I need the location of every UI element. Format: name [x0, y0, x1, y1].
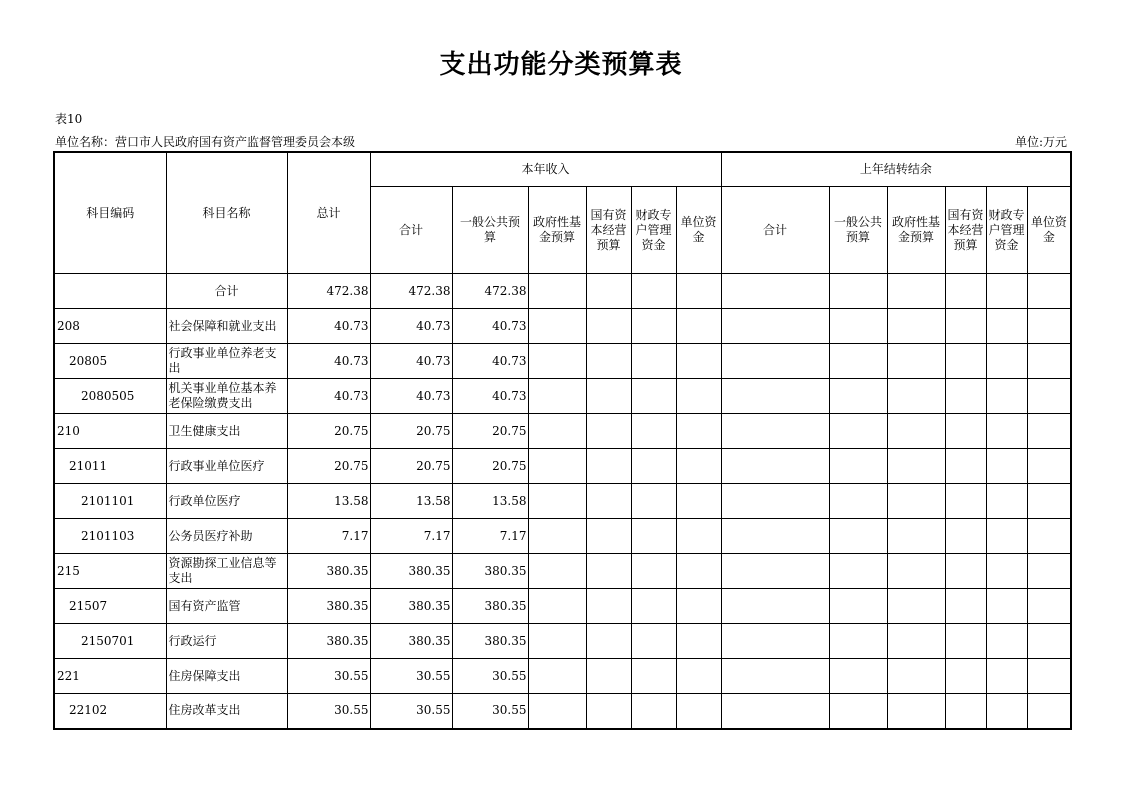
cell-empty [586, 624, 631, 659]
cell-empty [631, 659, 676, 694]
cell-empty [631, 624, 676, 659]
cell-empty [676, 309, 721, 344]
cell-empty [631, 379, 676, 414]
cell-current-general: 30.55 [452, 694, 528, 729]
table-row [54, 624, 1071, 659]
cell-name: 机关事业单位基本养老保险缴费支出 [166, 379, 287, 414]
cell-name: 行政事业单位养老支出 [166, 344, 287, 379]
cell-empty [1027, 379, 1071, 414]
cell-current-sum: 30.55 [370, 694, 452, 729]
cell-empty [829, 659, 887, 694]
cell-empty [721, 659, 829, 694]
cell-code [54, 274, 166, 309]
cell-empty [829, 309, 887, 344]
cell-empty [528, 309, 586, 344]
cell-empty [945, 344, 986, 379]
cell-empty [986, 414, 1027, 449]
cell-code: 21507 [54, 589, 166, 624]
cell-empty [586, 379, 631, 414]
cell-empty [945, 659, 986, 694]
header-carryover-general: 一般公共预算 [829, 187, 887, 274]
unit-name-label: 单位名称：营口市人民政府国有资产监督管理委员会本级 [55, 135, 356, 149]
cell-current-general: 40.73 [452, 344, 528, 379]
cell-empty [721, 274, 829, 309]
cell-empty [721, 624, 829, 659]
cell-empty [586, 309, 631, 344]
cell-current-sum: 380.35 [370, 624, 452, 659]
table-row [54, 694, 1071, 729]
cell-empty [631, 344, 676, 379]
cell-empty [721, 309, 829, 344]
cell-code: 2080505 [54, 379, 166, 414]
cell-empty [631, 589, 676, 624]
cell-empty [721, 694, 829, 729]
cell-empty [631, 274, 676, 309]
cell-total: 7.17 [287, 519, 370, 554]
cell-total: 380.35 [287, 589, 370, 624]
cell-empty [586, 694, 631, 729]
cell-empty [1027, 554, 1071, 589]
header-code: 科目编码 [54, 152, 166, 274]
cell-empty [945, 449, 986, 484]
cell-empty [945, 484, 986, 519]
cell-current-sum: 380.35 [370, 589, 452, 624]
cell-empty [1027, 344, 1071, 379]
cell-empty [528, 414, 586, 449]
cell-current-general: 40.73 [452, 309, 528, 344]
cell-empty [586, 414, 631, 449]
cell-empty [829, 449, 887, 484]
table-row [54, 519, 1071, 554]
cell-current-general: 13.58 [452, 484, 528, 519]
cell-empty [1027, 694, 1071, 729]
cell-empty [986, 344, 1027, 379]
cell-name: 住房改革支出 [166, 694, 287, 729]
cell-current-general: 20.75 [452, 414, 528, 449]
cell-current-general: 20.75 [452, 449, 528, 484]
cell-empty [528, 449, 586, 484]
cell-empty [986, 309, 1027, 344]
cell-current-general: 40.73 [452, 379, 528, 414]
cell-empty [945, 624, 986, 659]
cell-empty [945, 519, 986, 554]
cell-empty [631, 519, 676, 554]
cell-total: 20.75 [287, 414, 370, 449]
cell-current-sum: 40.73 [370, 309, 452, 344]
cell-code: 2150701 [54, 624, 166, 659]
header-total: 总计 [287, 152, 370, 274]
cell-empty [721, 379, 829, 414]
cell-code: 208 [54, 309, 166, 344]
cell-current-general: 380.35 [452, 554, 528, 589]
cell-empty [887, 274, 945, 309]
table-row [54, 379, 1071, 414]
table-row [54, 589, 1071, 624]
cell-empty [676, 484, 721, 519]
header-current-fund: 政府性基金预算 [528, 187, 586, 274]
cell-empty [528, 659, 586, 694]
cell-total: 40.73 [287, 379, 370, 414]
cell-empty [986, 589, 1027, 624]
cell-current-general: 472.38 [452, 274, 528, 309]
cell-empty [829, 589, 887, 624]
cell-name: 住房保障支出 [166, 659, 287, 694]
cell-empty [945, 414, 986, 449]
cell-empty [676, 344, 721, 379]
header-name: 科目名称 [166, 152, 287, 274]
cell-empty [528, 589, 586, 624]
cell-empty [721, 554, 829, 589]
header-carryover-fund: 政府性基金预算 [887, 187, 945, 274]
cell-current-sum: 380.35 [370, 554, 452, 589]
cell-empty [631, 449, 676, 484]
header-carryover-special-account: 财政专户管理资金 [986, 187, 1027, 274]
cell-empty [986, 379, 1027, 414]
cell-empty [887, 414, 945, 449]
cell-name: 公务员医疗补助 [166, 519, 287, 554]
cell-name: 社会保障和就业支出 [166, 309, 287, 344]
cell-empty [887, 589, 945, 624]
cell-empty [676, 274, 721, 309]
cell-empty [721, 519, 829, 554]
cell-current-sum: 20.75 [370, 414, 452, 449]
cell-empty [945, 274, 986, 309]
cell-current-sum: 7.17 [370, 519, 452, 554]
cell-empty [945, 379, 986, 414]
cell-empty [528, 554, 586, 589]
cell-empty [887, 554, 945, 589]
cell-empty [887, 659, 945, 694]
cell-empty [721, 484, 829, 519]
header-current-state-capital: 国有资本经营预算 [586, 187, 631, 274]
cell-empty [1027, 484, 1071, 519]
cell-empty [676, 589, 721, 624]
cell-current-sum: 13.58 [370, 484, 452, 519]
header-carryover-state-capital: 国有资本经营预算 [945, 187, 986, 274]
cell-empty [829, 344, 887, 379]
cell-empty [676, 449, 721, 484]
cell-empty [631, 414, 676, 449]
cell-total: 13.58 [287, 484, 370, 519]
cell-empty [586, 449, 631, 484]
cell-empty [1027, 659, 1071, 694]
cell-name: 国有资产监管 [166, 589, 287, 624]
table-row [54, 344, 1071, 379]
table-body [54, 274, 1071, 729]
header-carryover: 上年结转结余 [721, 152, 1071, 187]
currency-unit-label: 单位:万元 [1014, 135, 1067, 149]
cell-empty [676, 694, 721, 729]
cell-code: 20805 [54, 344, 166, 379]
cell-name: 行政运行 [166, 624, 287, 659]
cell-empty [887, 309, 945, 344]
cell-empty [586, 554, 631, 589]
cell-empty [945, 309, 986, 344]
cell-empty [676, 519, 721, 554]
cell-name: 卫生健康支出 [166, 414, 287, 449]
cell-empty [887, 379, 945, 414]
cell-empty [986, 484, 1027, 519]
cell-empty [676, 414, 721, 449]
cell-empty [887, 449, 945, 484]
cell-empty [586, 344, 631, 379]
cell-current-general: 30.55 [452, 659, 528, 694]
cell-empty [986, 694, 1027, 729]
cell-empty [829, 484, 887, 519]
cell-empty [631, 694, 676, 729]
cell-current-sum: 20.75 [370, 449, 452, 484]
cell-current-sum: 40.73 [370, 379, 452, 414]
cell-empty [676, 659, 721, 694]
cell-empty [721, 414, 829, 449]
cell-total: 30.55 [287, 659, 370, 694]
cell-current-sum: 472.38 [370, 274, 452, 309]
cell-current-general: 7.17 [452, 519, 528, 554]
cell-empty [631, 484, 676, 519]
cell-empty [528, 484, 586, 519]
cell-current-general: 380.35 [452, 589, 528, 624]
cell-total: 20.75 [287, 449, 370, 484]
cell-empty [986, 659, 1027, 694]
cell-empty [676, 624, 721, 659]
table-row [54, 659, 1071, 694]
cell-code: 221 [54, 659, 166, 694]
cell-empty [829, 414, 887, 449]
cell-code: 215 [54, 554, 166, 589]
cell-name: 资源勘探工业信息等支出 [166, 554, 287, 589]
header-current-income: 本年收入 [370, 152, 721, 187]
cell-code: 210 [54, 414, 166, 449]
cell-empty [1027, 274, 1071, 309]
cell-empty [986, 274, 1027, 309]
cell-empty [528, 519, 586, 554]
table-row [54, 449, 1071, 484]
cell-name: 合计 [166, 274, 287, 309]
cell-empty [829, 694, 887, 729]
cell-empty [586, 484, 631, 519]
cell-empty [528, 694, 586, 729]
cell-empty [586, 274, 631, 309]
cell-current-sum: 40.73 [370, 344, 452, 379]
cell-empty [945, 554, 986, 589]
cell-empty [829, 554, 887, 589]
cell-empty [676, 379, 721, 414]
cell-empty [887, 344, 945, 379]
cell-empty [528, 344, 586, 379]
cell-empty [945, 694, 986, 729]
cell-empty [586, 519, 631, 554]
cell-empty [829, 379, 887, 414]
cell-empty [631, 554, 676, 589]
cell-empty [986, 449, 1027, 484]
cell-current-general: 380.35 [452, 624, 528, 659]
cell-empty [586, 659, 631, 694]
header-current-special-account: 财政专户管理资金 [631, 187, 676, 274]
cell-empty [887, 694, 945, 729]
cell-empty [986, 554, 1027, 589]
header-current-sum: 合计 [370, 187, 452, 274]
cell-empty [887, 624, 945, 659]
header-current-general: 一般公共预算 [452, 187, 528, 274]
cell-total: 40.73 [287, 344, 370, 379]
cell-empty [586, 589, 631, 624]
cell-empty [887, 519, 945, 554]
header-carryover-sum: 合计 [721, 187, 829, 274]
cell-empty [887, 484, 945, 519]
cell-total: 380.35 [287, 624, 370, 659]
cell-empty [1027, 624, 1071, 659]
cell-code: 2101101 [54, 484, 166, 519]
cell-empty [528, 379, 586, 414]
cell-code: 2101103 [54, 519, 166, 554]
cell-empty [721, 589, 829, 624]
cell-empty [1027, 449, 1071, 484]
cell-code: 21011 [54, 449, 166, 484]
header-current-unit-funds: 单位资金 [676, 187, 721, 274]
cell-total: 472.38 [287, 274, 370, 309]
cell-name: 行政单位医疗 [166, 484, 287, 519]
cell-empty [1027, 519, 1071, 554]
cell-empty [829, 274, 887, 309]
cell-empty [829, 519, 887, 554]
cell-empty [1027, 309, 1071, 344]
cell-empty [829, 624, 887, 659]
cell-empty [528, 274, 586, 309]
cell-code: 22102 [54, 694, 166, 729]
cell-empty [721, 344, 829, 379]
cell-empty [1027, 414, 1071, 449]
table-row [54, 414, 1071, 449]
header-carryover-unit-funds: 单位资金 [1027, 187, 1071, 274]
cell-total: 30.55 [287, 694, 370, 729]
cell-current-sum: 30.55 [370, 659, 452, 694]
cell-empty [721, 449, 829, 484]
cell-empty [528, 624, 586, 659]
table-number: 表10 [55, 112, 83, 126]
cell-empty [631, 309, 676, 344]
table-row [54, 309, 1071, 344]
cell-empty [945, 589, 986, 624]
table-row [54, 554, 1071, 589]
cell-total: 40.73 [287, 309, 370, 344]
table-row [54, 484, 1071, 519]
cell-empty [986, 624, 1027, 659]
cell-total: 380.35 [287, 554, 370, 589]
cell-empty [986, 519, 1027, 554]
cell-name: 行政事业单位医疗 [166, 449, 287, 484]
page-title: 支出功能分类预算表 [439, 50, 683, 80]
cell-empty [676, 554, 721, 589]
budget-table [53, 151, 1072, 730]
table-row [54, 274, 1071, 309]
cell-empty [1027, 589, 1071, 624]
